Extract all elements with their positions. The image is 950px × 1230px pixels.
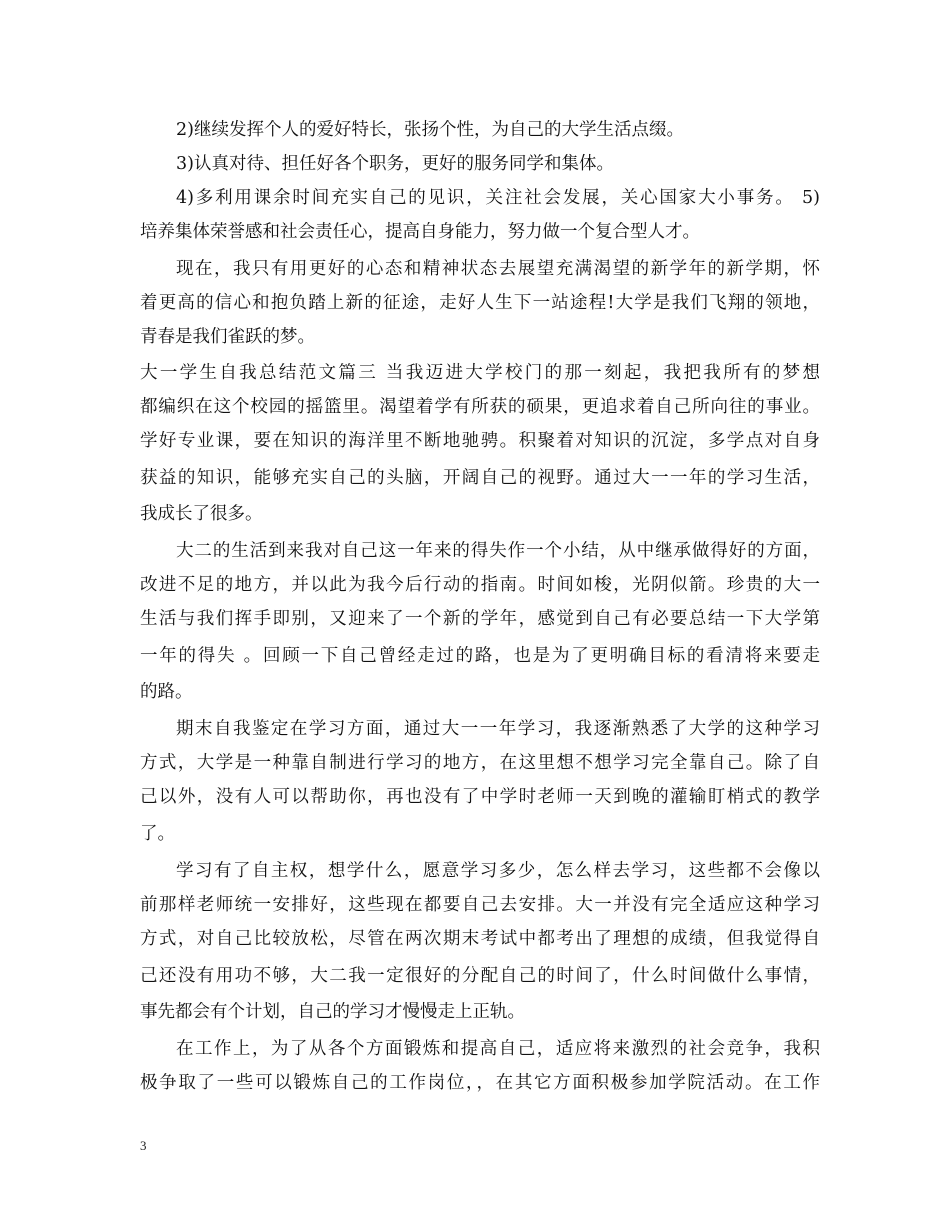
text-line: 期末自我鉴定在学习方面，通过大一一年学习，我逐渐熟悉了大学的这种学习: [176, 719, 820, 739]
text-line: 极争取了一些可以锻炼自己的工作岗位，，在其它方面积极参加学院活动。在工作: [140, 1073, 820, 1093]
text-line: 己还没有用功不够，大二我一定很好的分配自己的时间了，什么时间做什么事情，: [140, 966, 820, 986]
text-line: 方式，大学是一种靠自制进行学习的地方，在这里想不想学习完全靠自己。除了自: [140, 753, 820, 773]
text-line: 的路。: [140, 682, 193, 702]
text-line: 了。: [140, 824, 175, 844]
text-line: 事先都会有个计划，自己的学习才慢慢走上正轨。: [140, 1002, 525, 1022]
text-line: 现在，我只有用更好的心态和精神状态去展望充满渴望的新学年的新学期，怀: [176, 259, 820, 279]
text-line: 大二的生活到来我对自己这一年来的得失作一个小结，从中继承做得好的方面，: [176, 541, 820, 561]
text-line: 都编织在这个校园的摇篮里。渴望着学有所获的硕果，更追求着自己所向往的事业。: [140, 397, 820, 417]
text-line: 学习有了自主权，想学什么，愿意学习多少，怎么样去学习，这些都不会像以: [176, 861, 820, 881]
text-line: 方式，对自己比较放松，尽管在两次期末考试中都考出了理想的成绩，但我觉得自: [140, 929, 820, 949]
text-line: 在工作上，为了从各个方面锻炼和提高自己，适应将来激烈的社会竞争，我积: [176, 1039, 820, 1059]
text-line: 获益的知识，能够充实自己的头脑，开阔自己的视野。通过大一一年的学习生活，: [140, 468, 820, 488]
text-line: 4)多利用课余时间充实自己的见识，关注社会发展，关心国家大小事务。 5): [176, 188, 820, 208]
text-line: 学好专业课，要在知识的海洋里不断地驰骋。积聚着对知识的沉淀，多学点对自身: [140, 431, 820, 451]
text-line: 一年的得失 。回顾一下自己曾经走过的路，也是为了更明确目标的看清将来要走: [140, 646, 820, 666]
text-line: 培养集体荣誉感和社会责任心，提高自身能力，努力做一个复合型人才。: [140, 222, 700, 242]
text-line: 改进不足的地方，并以此为我今后行动的指南。时间如梭，光阴似箭。珍贵的大一: [140, 575, 820, 595]
page-number: 3: [140, 1138, 147, 1153]
text-line: 大一学生自我总结范文篇三 当我迈进大学校门的那一刻起，我把我所有的梦想: [140, 363, 820, 383]
text-line: 3)认真对待、担任好各个职务，更好的服务同学和集体。: [176, 154, 614, 174]
text-line: 我成长了很多。: [140, 504, 263, 524]
text-line: 己以外，没有人可以帮助你，再也没有了中学时老师一天到晚的灌输盯梢式的教学: [140, 787, 820, 807]
text-line: 生活与我们挥手即别，又迎来了一个新的学年，感觉到自己有必要总结一下大学第: [140, 609, 820, 629]
text-line: 2)继续发挥个人的爱好特长，张扬个性，为自己的大学生活点缀。: [176, 120, 684, 140]
text-line: 青春是我们雀跃的梦。: [140, 327, 315, 347]
text-line: 着更高的信心和抱负踏上新的征途，走好人生下一站途程!大学是我们飞翔的领地，: [140, 293, 820, 313]
text-line: 前那样老师统一安排好，这些现在都要自己去安排。大一并没有完全适应这种学习: [140, 895, 820, 915]
